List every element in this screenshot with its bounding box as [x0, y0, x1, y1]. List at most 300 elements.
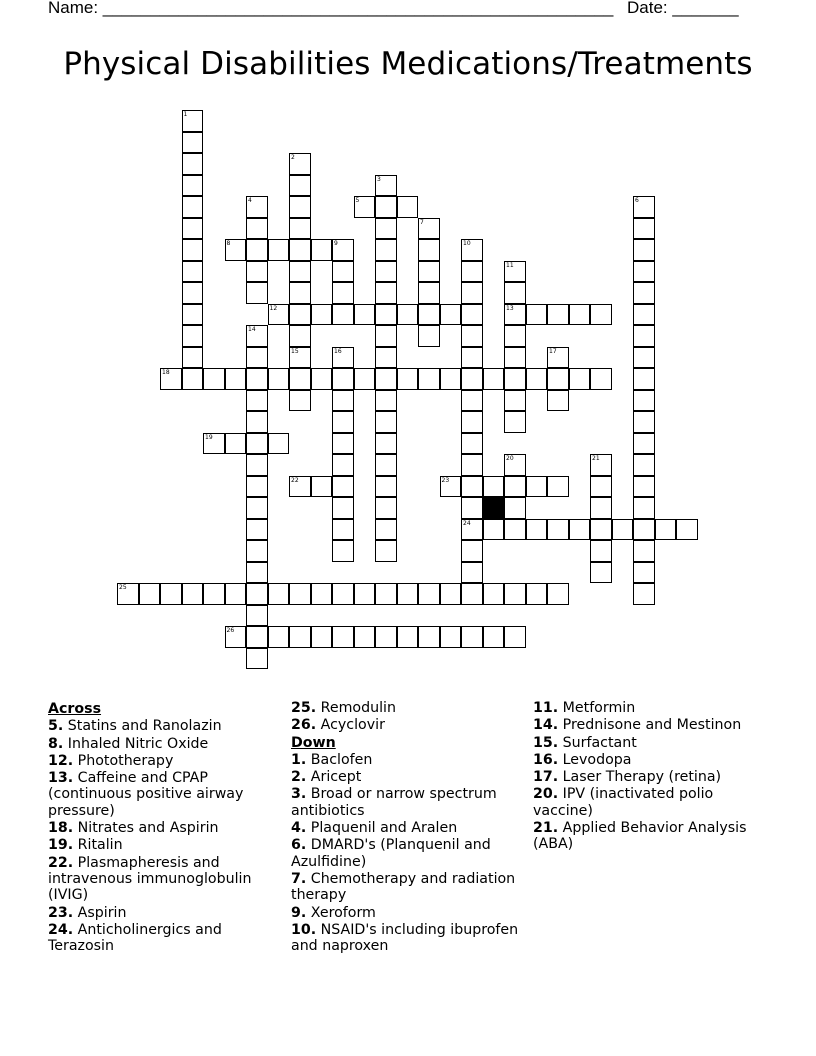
across-clue [48, 922, 280, 955]
crossword-cell[interactable] [182, 239, 204, 261]
clue-number: 23. [48, 904, 74, 921]
crossword-cell[interactable] [332, 433, 354, 455]
crossword-cell[interactable] [182, 304, 204, 326]
crossword-cell[interactable] [569, 368, 591, 390]
crossword-cell[interactable] [268, 626, 290, 648]
crossword-cell[interactable] [590, 540, 612, 562]
crossword-cell[interactable] [418, 583, 440, 605]
crossword-cell[interactable] [289, 218, 311, 240]
down-clue [533, 700, 773, 716]
crossword-cell[interactable] [246, 626, 268, 648]
crossword-cell[interactable] [633, 325, 655, 347]
crossword-cell[interactable] [504, 368, 526, 390]
crossword-cell[interactable] [268, 583, 290, 605]
crossword-cell[interactable] [375, 476, 397, 498]
crossword-cell[interactable] [354, 196, 376, 218]
crossword-cell[interactable] [504, 347, 526, 369]
crossword-cell[interactable] [590, 497, 612, 519]
crossword-cell[interactable] [311, 368, 333, 390]
clue-number: 8 [226, 240, 231, 247]
crossword-cell[interactable] [676, 519, 698, 541]
clue-number: 14 [248, 326, 256, 333]
crossword-cell[interactable] [375, 497, 397, 519]
crossword-cell[interactable] [289, 196, 311, 218]
clue-number: 10. [291, 921, 317, 938]
crossword-cell[interactable] [547, 347, 569, 369]
crossword-cell[interactable] [289, 390, 311, 412]
clue-text: Plasmapheresis and intravenous immunoglobulin (IVIG) [48, 854, 252, 904]
crossword-cell[interactable] [547, 390, 569, 412]
crossword-cell[interactable] [246, 261, 268, 283]
clues-column-3 [533, 700, 773, 854]
crossword-cell[interactable] [461, 433, 483, 455]
crossword-cell[interactable] [633, 368, 655, 390]
crossword-cell[interactable] [182, 132, 204, 154]
crossword-cell[interactable] [483, 583, 505, 605]
crossword-cell[interactable] [461, 497, 483, 519]
clue-number: 3. [291, 786, 307, 803]
crossword-cell[interactable] [289, 347, 311, 369]
crossword-cell[interactable] [375, 304, 397, 326]
crossword-cell[interactable] [633, 433, 655, 455]
clues-column-1 [48, 700, 280, 955]
crossword-cell[interactable] [633, 304, 655, 326]
crossword-cell[interactable] [440, 368, 462, 390]
crossword-cell[interactable] [375, 583, 397, 605]
crossword-cell[interactable] [182, 347, 204, 369]
crossword-cell[interactable] [203, 583, 225, 605]
crossword-cell[interactable] [311, 626, 333, 648]
crossword-cell[interactable] [633, 583, 655, 605]
crossword-cell[interactable] [139, 583, 161, 605]
crossword-cell[interactable] [289, 239, 311, 261]
clue-text: Aricept [310, 769, 362, 786]
crossword-cell[interactable] [332, 583, 354, 605]
crossword-cell[interactable] [590, 562, 612, 584]
crossword-cell[interactable] [418, 325, 440, 347]
crossword-cell[interactable] [633, 497, 655, 519]
crossword-cell[interactable] [246, 648, 268, 670]
crossword-cell[interactable] [483, 368, 505, 390]
crossword-cell[interactable] [246, 562, 268, 584]
crossword-cell[interactable] [504, 476, 526, 498]
crossword-cell[interactable] [246, 454, 268, 476]
crossword-cell[interactable] [246, 282, 268, 304]
crossword-cell[interactable] [461, 454, 483, 476]
crossword-cell[interactable] [332, 282, 354, 304]
crossword-cell[interactable] [590, 304, 612, 326]
crossword-cell[interactable] [375, 390, 397, 412]
crossword-cell[interactable] [569, 304, 591, 326]
crossword-cell[interactable] [504, 583, 526, 605]
crossword-cell[interactable] [461, 304, 483, 326]
clue-number: 5. [48, 718, 64, 735]
crossword-cell[interactable] [461, 583, 483, 605]
crossword-cell[interactable] [375, 411, 397, 433]
clue-number: 22 [291, 476, 299, 484]
crossword-cell[interactable] [375, 325, 397, 347]
clue-text: Plaquenil and Aralen [310, 820, 458, 837]
crossword-cell[interactable] [590, 454, 612, 476]
crossword-cell[interactable] [375, 368, 397, 390]
crossword-cell[interactable] [225, 583, 247, 605]
crossword-cell[interactable] [590, 519, 612, 541]
crossword-cell[interactable] [289, 282, 311, 304]
crossword-cell[interactable] [440, 626, 462, 648]
crossword-cell[interactable] [182, 583, 204, 605]
clue-text: Inhaled Nitric Oxide [67, 735, 209, 752]
clue-number: 1 [183, 111, 188, 118]
across-clue [48, 753, 280, 769]
crossword-cell[interactable] [483, 519, 505, 541]
crossword-cell[interactable] [504, 325, 526, 347]
crossword-cell[interactable] [526, 519, 548, 541]
crossword-cell[interactable] [375, 454, 397, 476]
crossword-cell[interactable] [461, 282, 483, 304]
crossword-cell[interactable] [182, 261, 204, 283]
clue-number: 19 [205, 433, 213, 441]
clue-number: 19. [48, 837, 74, 854]
date-field[interactable]: Date: _______ [627, 0, 739, 17]
crossword-cell[interactable] [483, 476, 505, 498]
clues-column-2 [291, 700, 523, 955]
crossword-cell[interactable] [375, 196, 397, 218]
down-clue [291, 769, 523, 785]
clue-number: 9 [334, 240, 338, 247]
clue-text: Acyclovir [320, 717, 385, 734]
crossword-cell[interactable] [547, 304, 569, 326]
crossword-cell[interactable] [418, 239, 440, 261]
crossword-cell[interactable] [225, 626, 247, 648]
clue-number: 11 [506, 261, 514, 269]
crossword-cell[interactable] [246, 239, 268, 261]
crossword-cell[interactable] [440, 583, 462, 605]
crossword-cell[interactable] [332, 304, 354, 326]
down-clue [533, 752, 773, 768]
crossword-cell[interactable] [375, 239, 397, 261]
clue-text: Xeroform [310, 904, 376, 921]
down-clue [291, 786, 523, 819]
crossword-cell[interactable] [246, 476, 268, 498]
crossword-cell[interactable] [289, 261, 311, 283]
name-field[interactable]: Name: ______________________________________________________ [48, 0, 614, 17]
crossword-cell[interactable] [268, 433, 290, 455]
crossword-cell[interactable] [547, 583, 569, 605]
crossword-cell[interactable] [246, 583, 268, 605]
crossword-cell[interactable] [633, 239, 655, 261]
crossword-cell[interactable] [246, 218, 268, 240]
crossword-cell[interactable] [504, 519, 526, 541]
crossword-cell[interactable] [633, 347, 655, 369]
clue-number: 2. [291, 769, 307, 786]
crossword-cell[interactable] [289, 368, 311, 390]
crossword-cell[interactable] [289, 476, 311, 498]
clue-text: Aspirin [77, 904, 127, 921]
crossword-cell[interactable] [225, 239, 247, 261]
crossword-cell[interactable] [332, 476, 354, 498]
crossword-cell[interactable] [504, 261, 526, 283]
crossword-cell[interactable] [397, 368, 419, 390]
crossword-cell[interactable] [461, 411, 483, 433]
crossword-cell[interactable] [461, 519, 483, 541]
crossword-cell[interactable] [461, 368, 483, 390]
clue-text: Statins and Ranolazin [67, 718, 222, 735]
crossword-cell[interactable] [311, 583, 333, 605]
crossword-cell[interactable] [461, 626, 483, 648]
crossword-cell[interactable] [504, 282, 526, 304]
crossword-cell[interactable] [332, 239, 354, 261]
crossword-cell[interactable] [633, 196, 655, 218]
clue-text: Baclofen [310, 751, 373, 768]
crossword-cell[interactable] [160, 368, 182, 390]
clue-number: 26. [291, 717, 317, 734]
crossword-cell[interactable] [289, 583, 311, 605]
crossword-cell[interactable] [268, 368, 290, 390]
crossword-cell[interactable] [633, 282, 655, 304]
crossword-cell[interactable] [590, 476, 612, 498]
clue-number: 10 [463, 240, 471, 247]
clue-number: 18. [48, 820, 74, 837]
crossword-cell[interactable] [633, 390, 655, 412]
crossword-cell[interactable] [354, 368, 376, 390]
crossword-cell[interactable] [590, 368, 612, 390]
clue-number: 17. [533, 769, 559, 786]
crossword-cell[interactable] [440, 304, 462, 326]
crossword-cell[interactable] [461, 476, 483, 498]
crossword-cell[interactable] [526, 304, 548, 326]
clue-number: 21 [592, 455, 600, 462]
crossword-cell[interactable] [246, 605, 268, 627]
crossword-cell[interactable] [461, 562, 483, 584]
crossword-cell[interactable] [289, 304, 311, 326]
crossword-cell[interactable] [203, 433, 225, 455]
crossword-cell[interactable] [418, 626, 440, 648]
crossword-cell[interactable] [246, 196, 268, 218]
crossword-cell[interactable] [504, 626, 526, 648]
crossword-cell[interactable] [418, 282, 440, 304]
crossword-cell[interactable] [246, 497, 268, 519]
clue-text: Laser Therapy (retina) [562, 769, 722, 786]
clue-number: 8. [48, 735, 64, 752]
crossword-cell[interactable] [311, 476, 333, 498]
crossword-cell[interactable] [332, 626, 354, 648]
crossword-cell[interactable] [375, 626, 397, 648]
crossword-cell[interactable] [375, 519, 397, 541]
down-clue [291, 871, 523, 904]
crossword-cell[interactable] [547, 368, 569, 390]
across-clue [48, 820, 280, 836]
crossword-cell[interactable] [633, 519, 655, 541]
crossword-cell[interactable] [461, 540, 483, 562]
crossword-cell[interactable] [526, 583, 548, 605]
crossword-cell[interactable] [461, 390, 483, 412]
clue-text: Phototherapy [77, 752, 174, 769]
clue-number: 25. [291, 700, 317, 716]
clue-number: 25 [119, 584, 127, 591]
crossword-cell[interactable] [246, 411, 268, 433]
crossword-cell[interactable] [332, 347, 354, 369]
crossword-cell[interactable] [612, 519, 634, 541]
crossword-cell[interactable] [547, 476, 569, 498]
crossword-cell[interactable] [311, 239, 333, 261]
crossword-cell[interactable] [246, 347, 268, 369]
crossword-cell[interactable] [375, 282, 397, 304]
crossword-cell[interactable] [332, 411, 354, 433]
crossword-cell[interactable] [289, 175, 311, 197]
down-clue [291, 820, 523, 836]
crossword-cell[interactable] [375, 540, 397, 562]
clue-number: 20 [506, 455, 514, 462]
across-clue [48, 736, 280, 752]
crossword-cell[interactable] [633, 454, 655, 476]
crossword-cell[interactable] [397, 304, 419, 326]
crossword-cell[interactable] [182, 110, 204, 132]
clue-text: Caffeine and CPAP (continuous positive airway pressure) [48, 770, 244, 819]
clue-number: 24. [48, 921, 74, 938]
crossword-cell[interactable] [375, 218, 397, 240]
crossword-cell[interactable] [182, 325, 204, 347]
crossword-cell[interactable] [246, 540, 268, 562]
clue-text: Levodopa [562, 751, 632, 768]
crossword-cell[interactable] [182, 196, 204, 218]
clue-number: 17 [549, 347, 557, 355]
clue-number: 24 [463, 519, 471, 527]
crossword-cell[interactable] [289, 325, 311, 347]
crossword-cell[interactable] [225, 368, 247, 390]
crossword-cell[interactable] [332, 497, 354, 519]
clue-text: Chemotherapy and radiation therapy [291, 870, 516, 904]
crossword-cell[interactable] [354, 626, 376, 648]
down-clue [533, 717, 773, 733]
crossword-cell[interactable] [633, 540, 655, 562]
crossword-cell[interactable] [311, 304, 333, 326]
across-clue [48, 905, 280, 921]
crossword-cell[interactable] [504, 304, 526, 326]
clue-number: 4 [248, 197, 252, 204]
clue-text: Applied Behavior Analysis (ABA) [533, 820, 747, 853]
crossword-cell[interactable] [289, 153, 311, 175]
crossword-cell[interactable] [182, 175, 204, 197]
crossword-cell[interactable] [418, 218, 440, 240]
crossword-cell[interactable] [633, 562, 655, 584]
crossword-cell[interactable] [418, 261, 440, 283]
clue-text: IPV (inactivated polio vaccine) [533, 786, 714, 819]
crossword-cell[interactable] [375, 347, 397, 369]
crossword-cell[interactable] [504, 411, 526, 433]
clue-number: 16 [334, 347, 342, 355]
crossword-cell[interactable] [203, 368, 225, 390]
crossword-cell[interactable] [375, 261, 397, 283]
crossword-cell[interactable] [246, 519, 268, 541]
down-heading: Down [291, 734, 336, 751]
crossword-cell[interactable] [461, 347, 483, 369]
across-clue [291, 700, 523, 716]
crossword-cell[interactable] [225, 433, 247, 455]
down-clue [291, 837, 523, 870]
crossword-cell[interactable] [182, 153, 204, 175]
crossword-cell[interactable] [332, 261, 354, 283]
clue-number: 1. [291, 751, 307, 768]
crossword-cell[interactable] [182, 368, 204, 390]
crossword-cell[interactable] [397, 626, 419, 648]
crossword-cell[interactable] [461, 261, 483, 283]
clue-number: 12 [269, 304, 278, 312]
crossword-cell[interactable] [354, 583, 376, 605]
crossword-cell[interactable] [633, 218, 655, 240]
crossword-cell[interactable] [332, 454, 354, 476]
crossword-cell[interactable] [483, 626, 505, 648]
clue-number: 7 [420, 218, 424, 226]
clue-number: 4. [291, 820, 307, 837]
crossword-cell[interactable] [526, 368, 548, 390]
crossword-cell[interactable] [375, 175, 397, 197]
crossword-cell[interactable] [633, 476, 655, 498]
down-clue [533, 769, 773, 785]
crossword-cell[interactable] [569, 519, 591, 541]
crossword-cell[interactable] [268, 239, 290, 261]
crossword-cell[interactable] [160, 583, 182, 605]
crossword-cell[interactable] [246, 390, 268, 412]
crossword-cell[interactable] [289, 626, 311, 648]
crossword-cell[interactable] [117, 583, 139, 605]
clue-text: Anticholinergics and Terazosin [48, 921, 222, 955]
clue-number: 26 [226, 627, 235, 634]
crossword-cell[interactable] [418, 304, 440, 326]
down-clue [533, 735, 773, 751]
crossword-cell[interactable] [246, 325, 268, 347]
clue-number: 15 [291, 347, 299, 355]
clue-number: 22. [48, 854, 74, 871]
crossword-cell[interactable] [526, 476, 548, 498]
crossword-cell[interactable] [332, 519, 354, 541]
crossword-cell[interactable] [397, 583, 419, 605]
crossword-cell[interactable] [655, 519, 677, 541]
crossword-cell[interactable] [246, 433, 268, 455]
across-clue [48, 718, 280, 734]
clue-number: 15. [533, 734, 559, 751]
crossword-cell[interactable] [440, 476, 462, 498]
clue-text: Metformin [562, 700, 636, 716]
down-clue [533, 820, 773, 853]
crossword-cell[interactable] [246, 368, 268, 390]
clue-number: 7. [291, 870, 307, 887]
down-clue [291, 922, 523, 955]
crossword-cell[interactable] [504, 454, 526, 476]
down-clue [533, 786, 773, 819]
crossword-cell[interactable] [354, 304, 376, 326]
clue-number: 6. [291, 837, 307, 854]
crossword-cell[interactable] [332, 540, 354, 562]
down-clue [291, 905, 523, 921]
clue-number: 21. [533, 820, 559, 837]
crossword-cell[interactable] [332, 390, 354, 412]
crossword-cell[interactable] [504, 390, 526, 412]
crossword-cell[interactable] [461, 325, 483, 347]
crossword-cell[interactable] [418, 368, 440, 390]
crossword-cell[interactable] [332, 368, 354, 390]
crossword-cell[interactable] [397, 196, 419, 218]
crossword-cell[interactable] [268, 304, 290, 326]
crossword-cell[interactable] [633, 411, 655, 433]
crossword-cell[interactable] [182, 218, 204, 240]
crossword-cell[interactable] [375, 433, 397, 455]
crossword-cell[interactable] [461, 239, 483, 261]
crossword-cell[interactable] [504, 497, 526, 519]
crossword-cell[interactable] [633, 261, 655, 283]
crossword-cell[interactable] [547, 519, 569, 541]
crossword-cell[interactable] [182, 282, 204, 304]
clue-text: Prednisone and Mestinon [562, 717, 742, 734]
